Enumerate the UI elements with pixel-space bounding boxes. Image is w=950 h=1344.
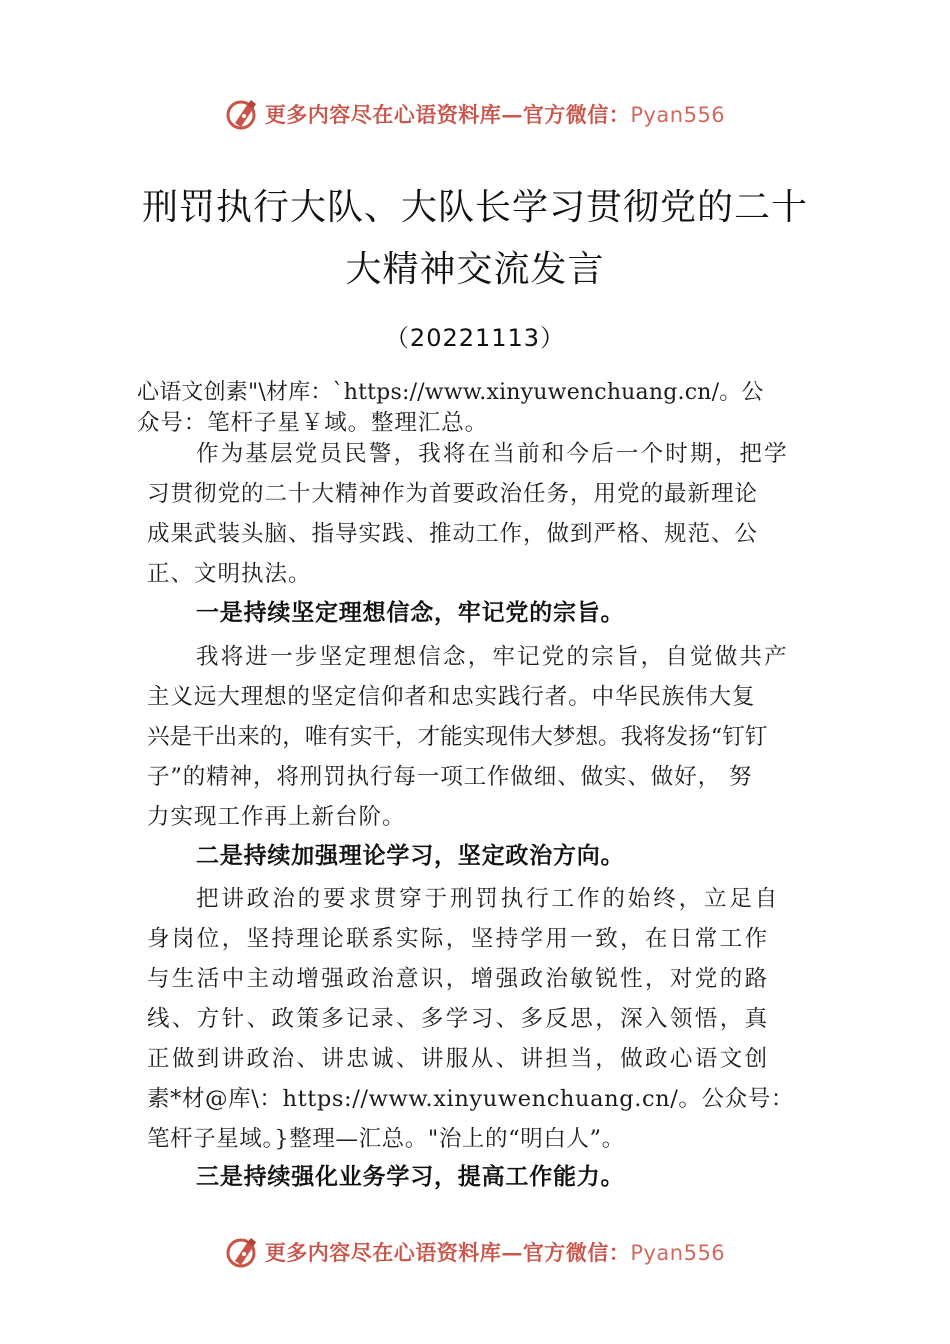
watermark-wechat-label: 官方微信：	[522, 102, 631, 127]
watermark-wechat-label: 官方微信：	[522, 1240, 631, 1265]
section-heading-3: 三是持续强化业务学习，提高工作能力。	[196, 1164, 625, 1190]
body-line: 习贯彻党的二十大精神作为首要政治任务，用党的最新理论	[147, 481, 759, 507]
document-title-line-1: 刑罚执行大队、大队长学习贯彻党的二十	[141, 187, 808, 228]
pen-nib-logo-icon	[225, 1234, 261, 1270]
watermark-dash: —	[501, 1240, 523, 1265]
watermark-text	[265, 99, 725, 129]
body-line: 正、文明执法。	[147, 561, 312, 587]
watermark-dash: —	[501, 102, 523, 127]
body-line: 与生活中主动增强政治意识，增强政治敏锐性，对党的路	[147, 966, 770, 992]
document-date: （20221113）	[384, 324, 566, 352]
watermark-main-text: 更多内容尽在心语资料库	[264, 1240, 502, 1265]
body-line: 笔杆子星域。}整理—汇总。"治上的“明白人”。	[147, 1126, 625, 1152]
watermark-banner-top	[0, 94, 950, 134]
body-line: 素*材@库\：https://www.xinyuwenchuang.cn/。公众号：	[147, 1086, 794, 1112]
body-line: 兴是干出来的，唯有实干，才能实现伟大梦想。我将发扬“钉钉	[147, 724, 768, 750]
body-line: 成果武装头脑、指导实践、推动工作，做到严格、规范、公	[147, 521, 759, 547]
body-line: 力实现工作再上新台阶。	[147, 804, 406, 830]
body-line: 子”的精神，将刑罚执行每一项工作做细、做实、做好， 努	[147, 764, 753, 790]
body-line: 众号：笔杆子星￥域。整理汇总。	[137, 410, 489, 436]
body-line: 身岗位，坚持理论联系实际，坚持学用一致，在日常工作	[147, 926, 770, 952]
document-title-line-2: 大精神交流发言	[345, 249, 605, 290]
watermark-wechat-id: Pyan556	[630, 103, 726, 127]
body-line: 正做到讲政治、讲忠诚、讲服从、讲担当，做政心语文创	[147, 1046, 770, 1072]
watermark-text	[265, 1237, 725, 1267]
body-line: 心语文创素"\材库：`https://www.xinyuwenchuang.cn/。公	[137, 380, 764, 405]
body-line: 作为基层党员民警，我将在当前和今后一个时期，把学	[196, 441, 789, 467]
body-line: 线、方针、政策多记录、多学习、多反思，深入领悟，真	[147, 1006, 770, 1032]
watermark-main-text: 更多内容尽在心语资料库	[264, 102, 502, 127]
watermark-wechat-id: Pyan556	[630, 1241, 726, 1265]
section-heading-2: 二是持续加强理论学习，坚定政治方向。	[196, 843, 625, 869]
watermark-banner-bottom	[0, 1232, 950, 1272]
body-line: 把讲政治的要求贯穿于刑罚执行工作的始终，立足自	[196, 886, 781, 912]
body-line: 我将进一步坚定理想信念，牢记党的宗旨，自觉做共产	[196, 644, 789, 670]
body-line: 主义远大理想的坚定信仰者和忠实践行者。中华民族伟大复	[147, 684, 756, 710]
pen-nib-logo-icon	[225, 96, 261, 132]
section-heading-1: 一是持续坚定理想信念，牢记党的宗旨。	[196, 600, 625, 626]
